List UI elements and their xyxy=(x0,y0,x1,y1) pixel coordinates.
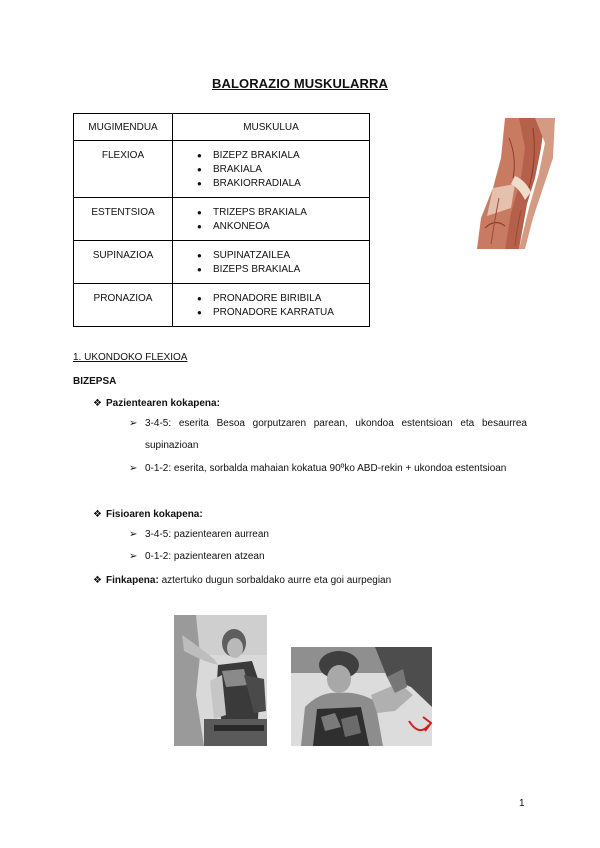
patient-position-item: 3-4-5: eserita Besoa gorputzaren parean, ukondoa estentsioan eta besaurrea supinazioan xyxy=(145,418,527,451)
list-item xyxy=(129,458,527,480)
therapist-position-heading xyxy=(93,509,203,520)
muscle-item: ● TRIZEPS BRAKIALA xyxy=(197,206,365,220)
movement-cell: SUPINAZIOA xyxy=(74,241,173,284)
muscle-item: ● ANKONEOA xyxy=(197,220,365,234)
header-muscle: MUSKULUA xyxy=(173,114,370,141)
section-title: 1. UKONDOKO FLEXIOA xyxy=(73,352,188,363)
table-row xyxy=(74,241,370,284)
fixation-line xyxy=(93,575,391,586)
muscle-item: ● BRAKIALA xyxy=(197,163,365,177)
header-movement: MUGIMENDUA xyxy=(74,114,173,141)
muscle-item: ● PRONADORE BIRIBILA xyxy=(197,292,365,306)
muscle-subheading: BIZEPSA xyxy=(73,376,117,387)
muscle-cell xyxy=(173,241,370,284)
movement-cell: ESTENTSIOA xyxy=(74,198,173,241)
arm-muscle-illustration xyxy=(475,118,557,249)
movement-cell: FLEXIOA xyxy=(74,141,173,198)
muscle-item: ● PRONADORE KARRATUA xyxy=(197,306,365,320)
diamond-bullet-icon: ❖ xyxy=(93,398,102,409)
arrow-bullet-icon: ➢ xyxy=(129,418,138,429)
muscle-cell xyxy=(173,198,370,241)
table-header-row xyxy=(74,114,370,141)
therapist-position-item: 0-1-2: pazientearen atzean xyxy=(145,551,265,562)
muscle-item: ● BRAKIORRADIALA xyxy=(197,177,365,191)
muscle-cell xyxy=(173,284,370,327)
photo-patient-with-therapist-front xyxy=(174,615,267,746)
photo-patient-with-therapist-behind xyxy=(291,647,432,746)
therapist-position-item: 3-4-5: pazientearen aurrean xyxy=(145,529,269,540)
diamond-bullet-icon: ❖ xyxy=(93,575,102,586)
muscle-item: ● BIZEPZ BRAKIALA xyxy=(197,149,365,163)
table-row xyxy=(74,198,370,241)
list-item xyxy=(129,524,527,546)
muscle-item: ● SUPINATZAILEA xyxy=(197,249,365,263)
page-number: 1 xyxy=(519,798,525,809)
patient-position-label: Pazientearen kokapena: xyxy=(106,398,220,409)
fixation-text: aztertuko dugun sorbaldako aurre eta goi aurpegian xyxy=(158,575,392,586)
fixation-label: Finkapena: xyxy=(106,575,159,586)
list-item xyxy=(129,413,527,457)
patient-position-item: 0-1-2: eserita, sorbalda mahaian kokatua 90ºko ABD-rekin + ukondoa estentsioan xyxy=(145,463,507,474)
muscle-cell xyxy=(173,141,370,198)
muscle-table xyxy=(73,113,370,327)
patient-position-heading xyxy=(93,398,220,409)
muscle-item: ● BIZEPS BRAKIALA xyxy=(197,263,365,277)
movement-cell: PRONAZIOA xyxy=(74,284,173,327)
table-row xyxy=(74,141,370,198)
therapist-position-label: Fisioaren kokapena: xyxy=(106,509,203,520)
table-row xyxy=(74,284,370,327)
list-item xyxy=(129,546,527,568)
arrow-bullet-icon: ➢ xyxy=(129,551,138,562)
arrow-bullet-icon: ➢ xyxy=(129,529,138,540)
diamond-bullet-icon: ❖ xyxy=(93,509,102,520)
page-title: BALORAZIO MUSKULARRA xyxy=(211,76,389,91)
arrow-bullet-icon: ➢ xyxy=(129,463,138,474)
